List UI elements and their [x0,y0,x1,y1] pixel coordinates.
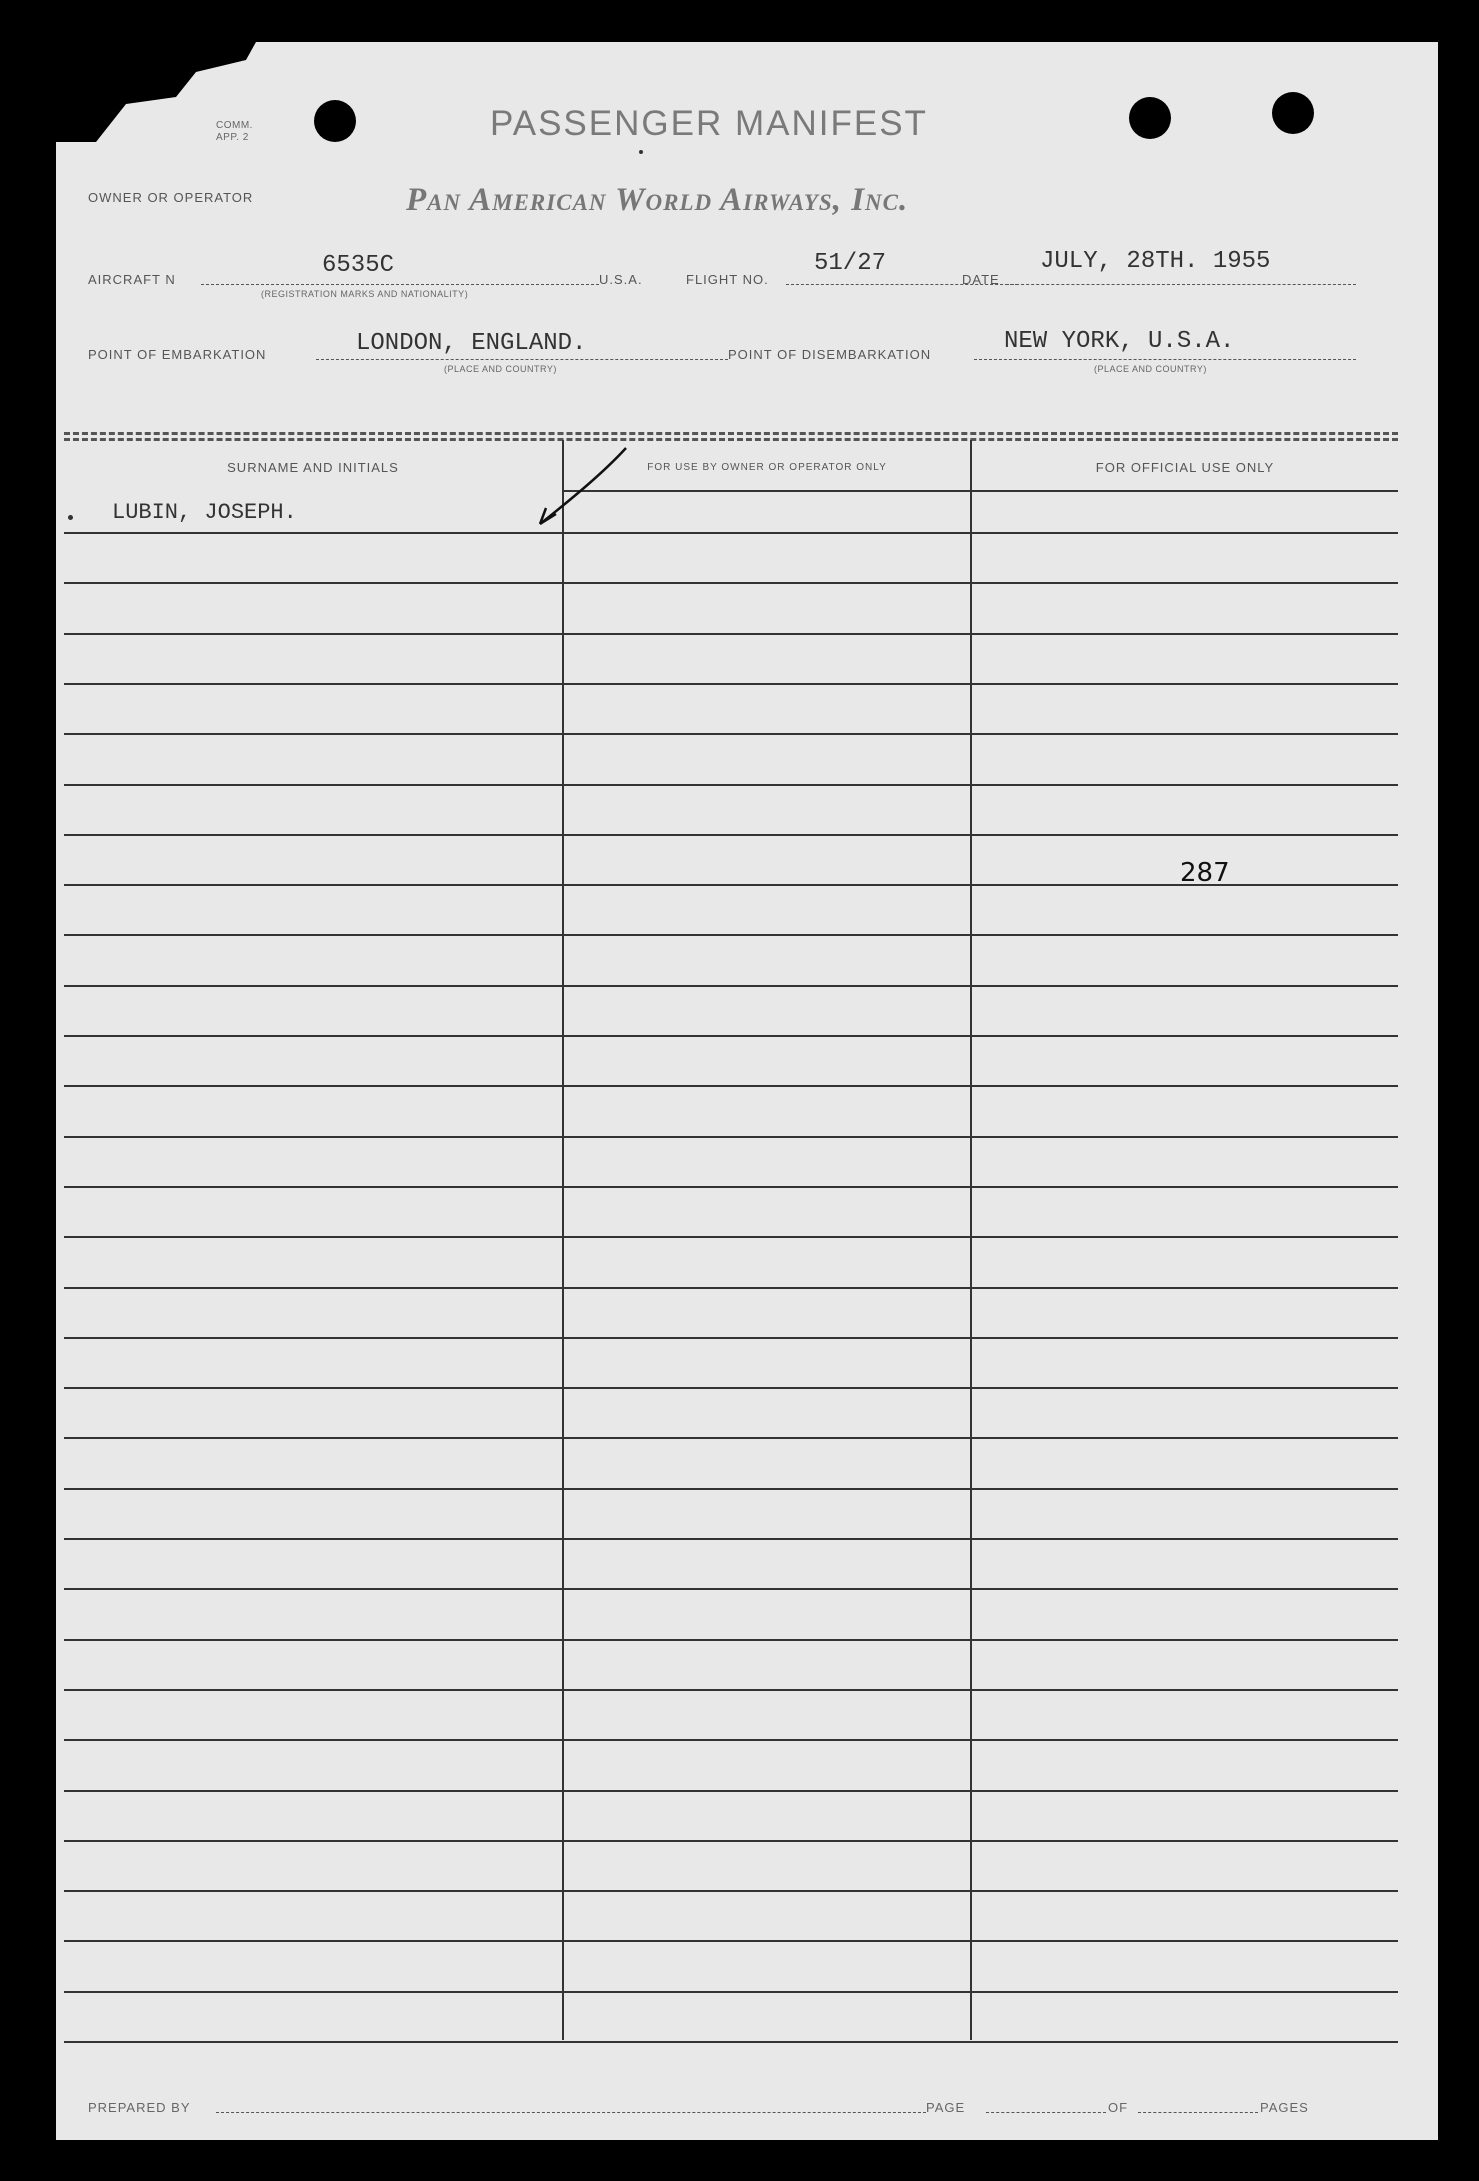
disembarkation-value: NEW YORK, U.S.A. [1004,328,1235,355]
row-line [64,985,1398,987]
row-bullet [68,515,73,520]
official-note: 287 [1180,858,1230,888]
punch-hole-right [1272,92,1314,134]
owner-label: OWNER OR OPERATOR [88,190,254,205]
prepared-by-line [216,2112,926,2113]
punch-hole-left [314,100,356,142]
embarkation-label: POINT OF EMBARKATION [88,347,267,362]
embarkation-underline [316,359,728,360]
row-line [64,633,1398,635]
date-label: DATE [962,272,1000,287]
punch-hole-middle [1129,97,1171,139]
prepared-by-label: PREPARED BY [88,2100,191,2115]
airline-name: Pan American World Airways, Inc. [406,182,909,218]
row-line [64,1488,1398,1490]
row-line [64,683,1398,685]
row-line [64,1387,1398,1389]
row-line [64,1035,1398,1037]
page-title: PASSENGER MANIFEST [490,104,928,143]
passenger-name: LUBIN, JOSEPH. [112,500,297,525]
col-head-operator: FOR USE BY OWNER OR OPERATOR ONLY [647,462,887,473]
row-line [64,1437,1398,1439]
form-stamp: COMM. APP. 2 [216,120,253,143]
row-line [64,582,1398,584]
row-line [64,1236,1398,1238]
row-line [64,1287,1398,1289]
aircraft-sublabel: (REGISTRATION MARKS AND NATIONALITY) [261,289,469,299]
flight-label: FLIGHT NO. [686,272,769,287]
row-line [64,733,1398,735]
row-line [64,784,1398,786]
aircraft-value: 6535C [322,252,395,279]
of-label: OF [1108,2100,1129,2115]
of-line [1138,2112,1258,2113]
row-line [64,1538,1398,1540]
disembarkation-label: POINT OF DISEMBARKATION [728,347,932,362]
embarkation-sublabel: (PLACE AND COUNTRY) [444,364,557,374]
pages-label: PAGES [1260,2100,1309,2115]
row-line [64,1085,1398,1087]
aircraft-country: U.S.A. [599,272,643,287]
row-line [64,1136,1398,1138]
row-line [64,1940,1398,1942]
header-separator-top [64,432,1398,435]
row-line [64,1337,1398,1339]
row-line [64,1739,1398,1741]
aircraft-underline [201,284,599,285]
row-line [64,1991,1398,1993]
col-head-official: FOR OFFICIAL USE ONLY [1095,460,1275,475]
page-line [986,2112,1106,2113]
col-head-surname: SURNAME AND INITIALS [227,460,399,475]
date-underline [1006,284,1356,285]
row-line [64,834,1398,836]
row-line [64,934,1398,936]
flight-value: 51/27 [814,250,887,277]
aircraft-label: AIRCRAFT N [88,272,176,287]
manifest-sheet [56,42,1438,2140]
disembarkation-underline [974,359,1356,360]
embarkation-value: LONDON, ENGLAND. [356,330,587,357]
row-line [64,1790,1398,1792]
header-underline [562,490,1398,492]
column-divider-1 [562,440,564,2040]
date-value: JULY, 28TH. 1955 [1040,248,1271,275]
row-line [64,1639,1398,1641]
row-line [64,1840,1398,1842]
header-separator-bottom [64,438,1398,441]
dot-mark [639,150,643,154]
check-mark-icon [534,442,634,532]
row-line [64,1588,1398,1590]
row-line [64,532,1398,534]
row-line [64,1186,1398,1188]
row-line [64,1890,1398,1892]
row-line [64,1689,1398,1691]
disembarkation-sublabel: (PLACE AND COUNTRY) [1094,364,1207,374]
column-divider-2 [970,440,972,2040]
row-line [64,2041,1398,2043]
page-label: PAGE [926,2100,966,2115]
